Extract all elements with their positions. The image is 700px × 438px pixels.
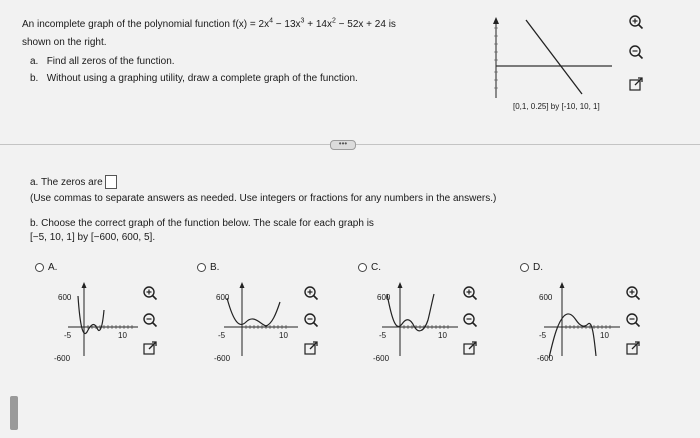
popout-button-top[interactable] (627, 75, 645, 93)
part-b-task: b. Without using a graphing utility, draw a complete graph of the function. (30, 73, 358, 84)
part-b-prompt-2: [−5, 10, 1] by [−600, 600, 5]. (30, 232, 156, 243)
option-a-y-top: 600 (58, 293, 72, 302)
option-c-popout-button[interactable] (461, 339, 479, 357)
option-d-zoom-out-button[interactable] (624, 311, 642, 329)
option-b-popout-button[interactable] (302, 339, 320, 357)
option-b-graph[interactable] (210, 280, 302, 360)
zoom-in-icon (142, 285, 158, 301)
option-a-y-bottom: -600 (54, 354, 71, 363)
option-a-zoom-out-button[interactable] (141, 311, 159, 329)
zoom-in-icon (625, 285, 641, 301)
option-c-radio[interactable] (358, 263, 367, 272)
option-d-x-left: -5 (539, 331, 547, 340)
option-b-zoom-in-button[interactable] (302, 284, 320, 302)
option-c-x-right: 10 (438, 331, 447, 340)
scrollbar-thumb[interactable] (10, 396, 18, 430)
option-b-y-bottom: -600 (214, 354, 231, 363)
part-a-task: a. Find all zeros of the function. (30, 56, 175, 67)
option-b-label: B. (210, 262, 220, 273)
zoom-out-icon (625, 312, 641, 328)
option-c-radio-row[interactable] (358, 262, 381, 273)
option-d-zoom-in-button[interactable] (624, 284, 642, 302)
zoom-out-icon (303, 312, 319, 328)
option-c-zoom-in-button[interactable] (461, 284, 479, 302)
option-d-label: D. (533, 262, 543, 273)
option-d-radio-row[interactable] (520, 262, 543, 273)
option-a-label: A. (48, 262, 58, 273)
zoom-in-button-top[interactable] (627, 13, 645, 31)
zoom-in-icon (303, 285, 319, 301)
option-c-y-bottom: -600 (373, 354, 390, 363)
external-link-icon (142, 340, 158, 356)
zoom-out-button-top[interactable] (627, 43, 645, 61)
option-a-x-left: -5 (64, 331, 72, 340)
option-b-radio[interactable] (197, 263, 206, 272)
option-a-zoom-in-button[interactable] (141, 284, 159, 302)
option-b-x-right: 10 (279, 331, 288, 340)
option-b-y-top: 600 (216, 293, 230, 302)
graph-y-arrow (493, 17, 499, 24)
resize-handle[interactable]: ••• (330, 140, 356, 150)
external-link-icon (625, 340, 641, 356)
problem-line-1: An incomplete graph of the polynomial function $f(x) = 2x^4 - 13x^3 + 14x^2 - 52x + 24$ is (22, 17, 396, 30)
option-c-label: C. (371, 262, 381, 273)
option-d-popout-button[interactable] (624, 339, 642, 357)
external-link-icon (462, 340, 478, 356)
zoom-out-icon (462, 312, 478, 328)
zoom-out-icon (628, 44, 644, 60)
part-a-instruction: (Use commas to separate answers as needed. Use integers or fractions for any numbers in the answers.) (30, 193, 497, 204)
option-b-x-left: -5 (218, 331, 226, 340)
option-d-radio[interactable] (520, 263, 529, 272)
part-b-prompt-1: b. Choose the correct graph of the function below. The scale for each graph is (30, 218, 374, 229)
zoom-in-icon (462, 285, 478, 301)
option-d-y-top: 600 (539, 293, 553, 302)
external-link-icon (303, 340, 319, 356)
zoom-in-icon (628, 14, 644, 30)
part-a-prompt: a. The zeros are (30, 176, 103, 188)
problem-line-2: shown on the right. (22, 37, 107, 48)
incomplete-graph (486, 14, 616, 104)
option-a-radio-row[interactable] (35, 262, 57, 273)
option-a-radio[interactable] (35, 263, 44, 272)
external-link-icon (628, 76, 644, 92)
option-b-radio-row[interactable] (197, 262, 219, 273)
option-c-x-left: -5 (379, 331, 387, 340)
option-c-zoom-out-button[interactable] (461, 311, 479, 329)
option-b-zoom-out-button[interactable] (302, 311, 320, 329)
option-a-x-right: 10 (118, 331, 127, 340)
option-c-graph[interactable] (368, 280, 462, 360)
option-c-y-top: 600 (377, 293, 391, 302)
zeros-answer-box[interactable] (105, 175, 117, 189)
zoom-out-icon (142, 312, 158, 328)
option-d-y-bottom: -600 (537, 354, 554, 363)
option-d-x-right: 10 (600, 331, 609, 340)
option-a-graph[interactable] (52, 280, 142, 360)
option-a-popout-button[interactable] (141, 339, 159, 357)
option-d-graph[interactable] (530, 280, 624, 360)
graph-window-caption: [0,1, 0.25] by [-10, 10, 1] (513, 102, 600, 111)
part-a-row (30, 175, 117, 189)
graph-curve (526, 20, 582, 94)
